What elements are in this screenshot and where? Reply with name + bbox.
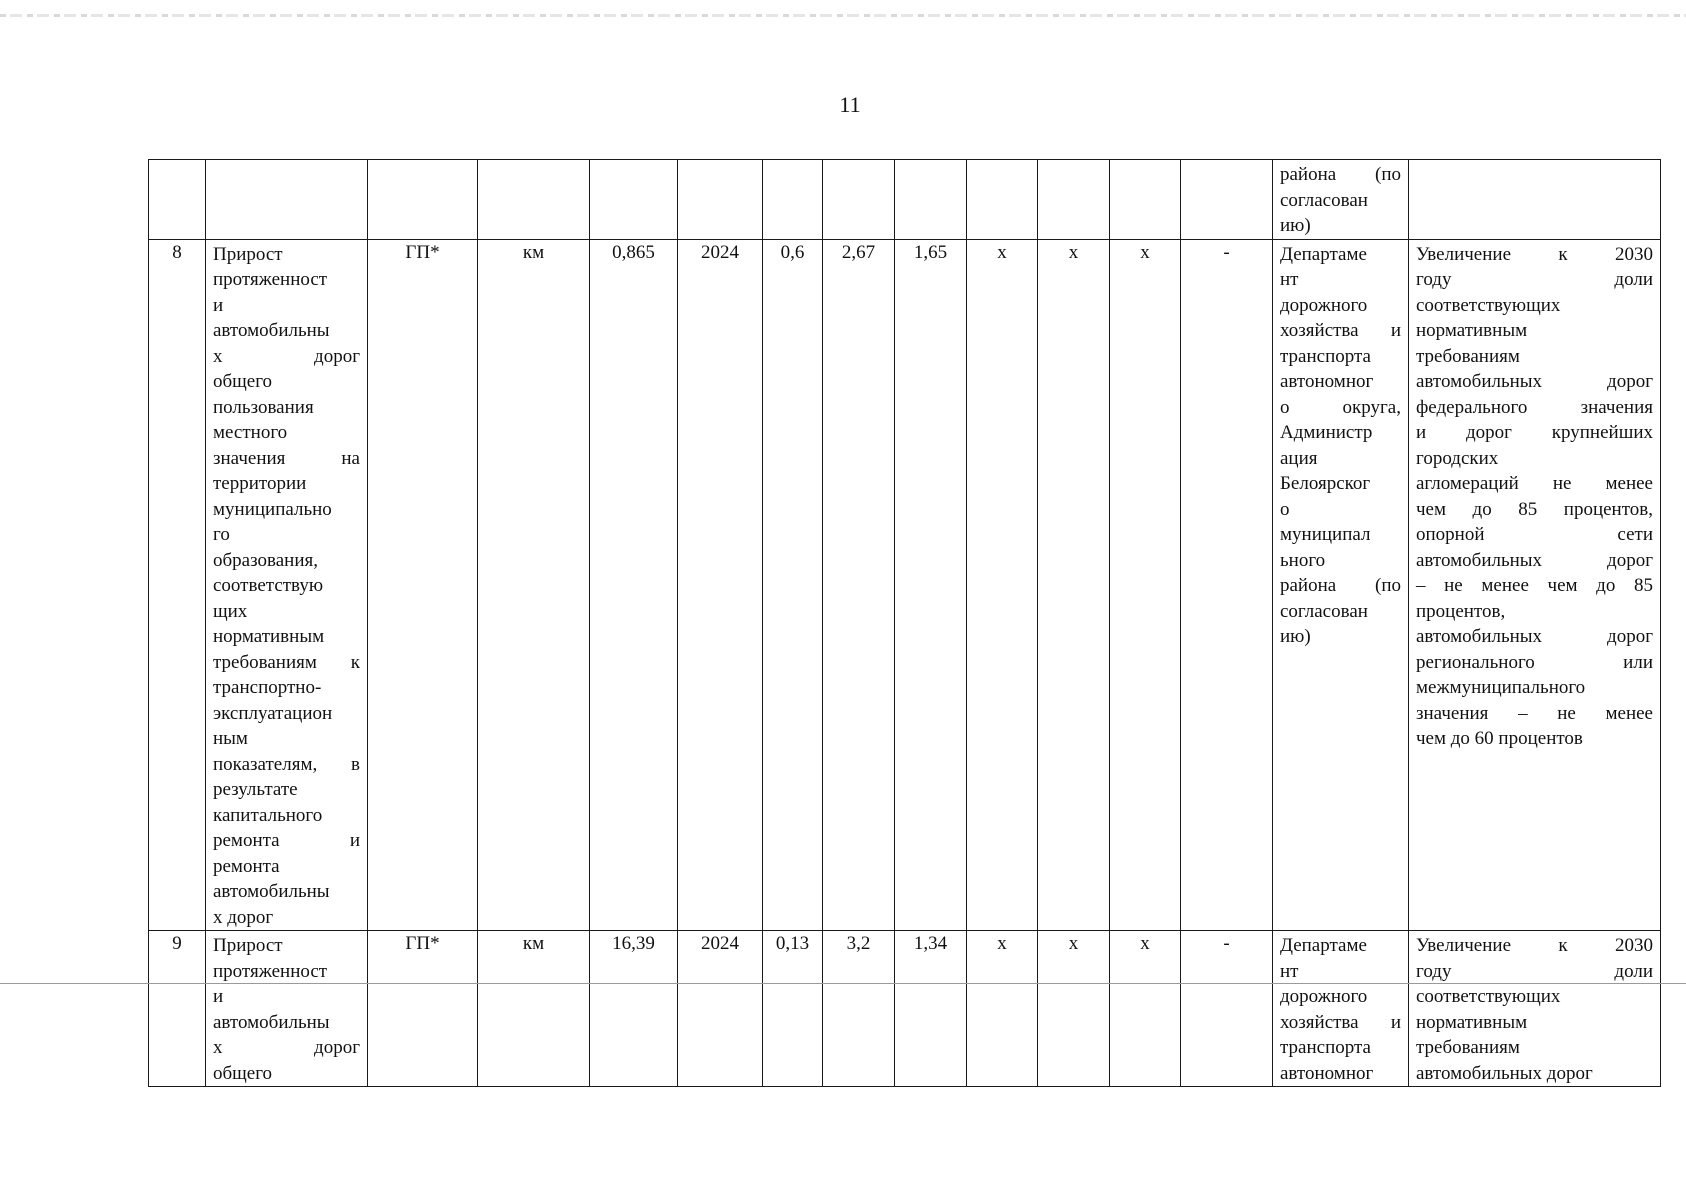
- text-line: нормативным: [1416, 1011, 1528, 1033]
- text-line: ьного: [1280, 549, 1326, 571]
- text-line: автомобильны: [213, 1011, 330, 1033]
- text-line: автомобильных дорог: [1416, 371, 1653, 392]
- responsible-cell: [1273, 160, 1409, 240]
- text-line: Увеличение к 2030: [1416, 935, 1653, 956]
- text-line: агломераций не менее: [1416, 473, 1653, 494]
- text-line: и: [213, 294, 224, 316]
- unit-cell: км: [478, 239, 590, 931]
- text-line: о округа,: [1280, 396, 1401, 418]
- text-line: Увеличение к 2030: [1416, 243, 1653, 265]
- text-line: дорожного: [1280, 986, 1368, 1007]
- scan-artifact-top: [0, 14, 1686, 17]
- text-line: автомобильны: [213, 320, 330, 341]
- text-line: пользования: [213, 396, 314, 418]
- text-line: х дорог: [213, 906, 274, 928]
- value-cell-4: х: [967, 239, 1038, 931]
- value-cell-7: [1181, 160, 1273, 240]
- base-year-cell: 2024: [678, 239, 763, 931]
- text-line: федерального значения: [1416, 396, 1653, 418]
- value-cell-3: 1,34: [895, 931, 967, 1087]
- text-line: ация: [1280, 447, 1318, 469]
- text-line: дорожного: [1280, 294, 1368, 316]
- row-number: 9: [149, 931, 206, 1087]
- text-line: местного: [213, 422, 288, 443]
- text-line: Белоярског: [1280, 473, 1371, 494]
- text-line: требованиям: [1416, 345, 1520, 367]
- text-line: и дорог крупнейших: [1416, 422, 1653, 443]
- text-line: образования,: [213, 549, 318, 571]
- text-line: автономног: [1280, 1062, 1374, 1084]
- text-line: го: [213, 524, 230, 545]
- text-line: соответствующих: [1416, 986, 1561, 1007]
- text-line: и: [213, 986, 224, 1007]
- text-line: территории: [213, 473, 307, 494]
- text-line: соответствующих: [1416, 294, 1561, 316]
- scan-artifact-line: [0, 983, 1686, 984]
- value-cell-3: [895, 160, 967, 240]
- text-line: Прирост: [213, 243, 283, 265]
- text-line: опорной сети: [1416, 524, 1653, 545]
- text-line: Администр: [1280, 422, 1373, 443]
- text-line: нт: [1280, 269, 1299, 290]
- value-cell-5: [1038, 160, 1110, 240]
- value-cell-7: -: [1181, 931, 1273, 1087]
- basis-cell: ГП*: [368, 239, 478, 931]
- text-line: х дорог: [213, 1037, 360, 1058]
- text-line: году доли: [1416, 269, 1653, 290]
- text-line: согласован: [1280, 600, 1368, 622]
- base-year-cell: [678, 160, 763, 240]
- value-cell-4: [967, 160, 1038, 240]
- text-line: автомобильных дорог: [1416, 1062, 1593, 1084]
- page-number: 11: [839, 92, 861, 117]
- responsible-cell: [1273, 931, 1409, 1087]
- basis-cell: [368, 160, 478, 240]
- text-line: соответствую: [213, 575, 324, 596]
- text-line: требованиям: [1416, 1037, 1520, 1058]
- text-line: х дорог: [213, 345, 360, 367]
- text-line: ным: [213, 728, 248, 749]
- text-line: автомобильны: [213, 881, 330, 902]
- text-line: требованиям к: [213, 651, 360, 673]
- indicator-name: [206, 160, 368, 240]
- text-line: автомобильных дорог: [1416, 549, 1653, 571]
- text-line: показателям, в: [213, 753, 360, 775]
- text-line: нт: [1280, 960, 1299, 982]
- table-row: [149, 931, 1661, 1087]
- value-cell-6: х: [1110, 239, 1181, 931]
- indicators-table: [148, 159, 1661, 1087]
- unit-cell: км: [478, 931, 590, 1087]
- value-cell-2: 3,2: [823, 931, 895, 1087]
- text-line: значения – не менее: [1416, 702, 1653, 724]
- text-line: результате: [213, 779, 298, 800]
- base-year-cell: 2024: [678, 931, 763, 1087]
- text-line: общего: [213, 371, 273, 392]
- text-line: Департаме: [1280, 935, 1367, 956]
- text-line: процентов,: [1416, 600, 1506, 622]
- text-line: ию): [1280, 215, 1311, 236]
- text-line: межмуниципального: [1416, 677, 1586, 698]
- row-number: [149, 160, 206, 240]
- text-line: автономног: [1280, 371, 1374, 392]
- text-line: нормативным: [213, 626, 325, 647]
- text-line: ремонта: [213, 855, 280, 877]
- text-line: нормативным: [1416, 320, 1528, 341]
- text-line: капитального: [213, 804, 323, 826]
- value-cell-1: 0,13: [763, 931, 823, 1087]
- text-line: эксплуатацион: [213, 702, 333, 724]
- base-value-cell: 0,865: [590, 239, 678, 931]
- text-line: транспортно-: [213, 677, 322, 698]
- text-line: транспорта: [1280, 345, 1371, 367]
- indicator-name: [206, 931, 368, 1087]
- text-line: щих: [213, 600, 248, 622]
- text-line: – не менее чем до 85: [1416, 575, 1653, 596]
- text-line: о: [1280, 498, 1290, 520]
- value-cell-4: х: [967, 931, 1038, 1087]
- text-line: протяженност: [213, 269, 328, 290]
- text-line: протяженност: [213, 960, 328, 982]
- text-line: автомобильных дорог: [1416, 626, 1653, 647]
- goal-cell: [1409, 239, 1661, 931]
- basis-cell: ГП*: [368, 931, 478, 1087]
- text-line: Департаме: [1280, 243, 1367, 265]
- value-cell-7: -: [1181, 239, 1273, 931]
- value-cell-2: [823, 160, 895, 240]
- text-line: общего: [213, 1062, 273, 1084]
- value-cell-6: [1110, 160, 1181, 240]
- base-value-cell: 16,39: [590, 931, 678, 1087]
- value-cell-5: х: [1038, 931, 1110, 1087]
- value-cell-2: 2,67: [823, 239, 895, 931]
- text-line: района (по: [1280, 164, 1401, 185]
- table-row: [149, 239, 1661, 931]
- text-line: района (по: [1280, 575, 1401, 596]
- text-line: муниципально: [213, 498, 332, 520]
- text-line: согласован: [1280, 189, 1368, 211]
- indicator-name: [206, 239, 368, 931]
- text-line: Прирост: [213, 935, 283, 956]
- text-line: ремонта и: [213, 830, 360, 851]
- goal-cell: [1409, 160, 1661, 240]
- goal-cell: [1409, 931, 1661, 1087]
- value-cell-5: х: [1038, 239, 1110, 931]
- value-cell-1: [763, 160, 823, 240]
- text-line: году доли: [1416, 960, 1653, 982]
- text-line: чем до 85 процентов,: [1416, 498, 1653, 520]
- unit-cell: [478, 160, 590, 240]
- table-row: [149, 160, 1661, 240]
- responsible-cell: [1273, 239, 1409, 931]
- text-line: ию): [1280, 626, 1311, 647]
- value-cell-3: 1,65: [895, 239, 967, 931]
- text-line: чем до 60 процентов: [1416, 728, 1583, 749]
- base-value-cell: [590, 160, 678, 240]
- row-number: 8: [149, 239, 206, 931]
- value-cell-1: 0,6: [763, 239, 823, 931]
- text-line: значения на: [213, 447, 360, 469]
- text-line: хозяйства и: [1280, 1011, 1401, 1033]
- text-line: транспорта: [1280, 1037, 1371, 1058]
- text-line: муниципал: [1280, 524, 1371, 545]
- text-line: регионального или: [1416, 651, 1653, 673]
- text-line: хозяйства и: [1280, 320, 1401, 341]
- value-cell-6: х: [1110, 931, 1181, 1087]
- text-line: городских: [1416, 447, 1499, 469]
